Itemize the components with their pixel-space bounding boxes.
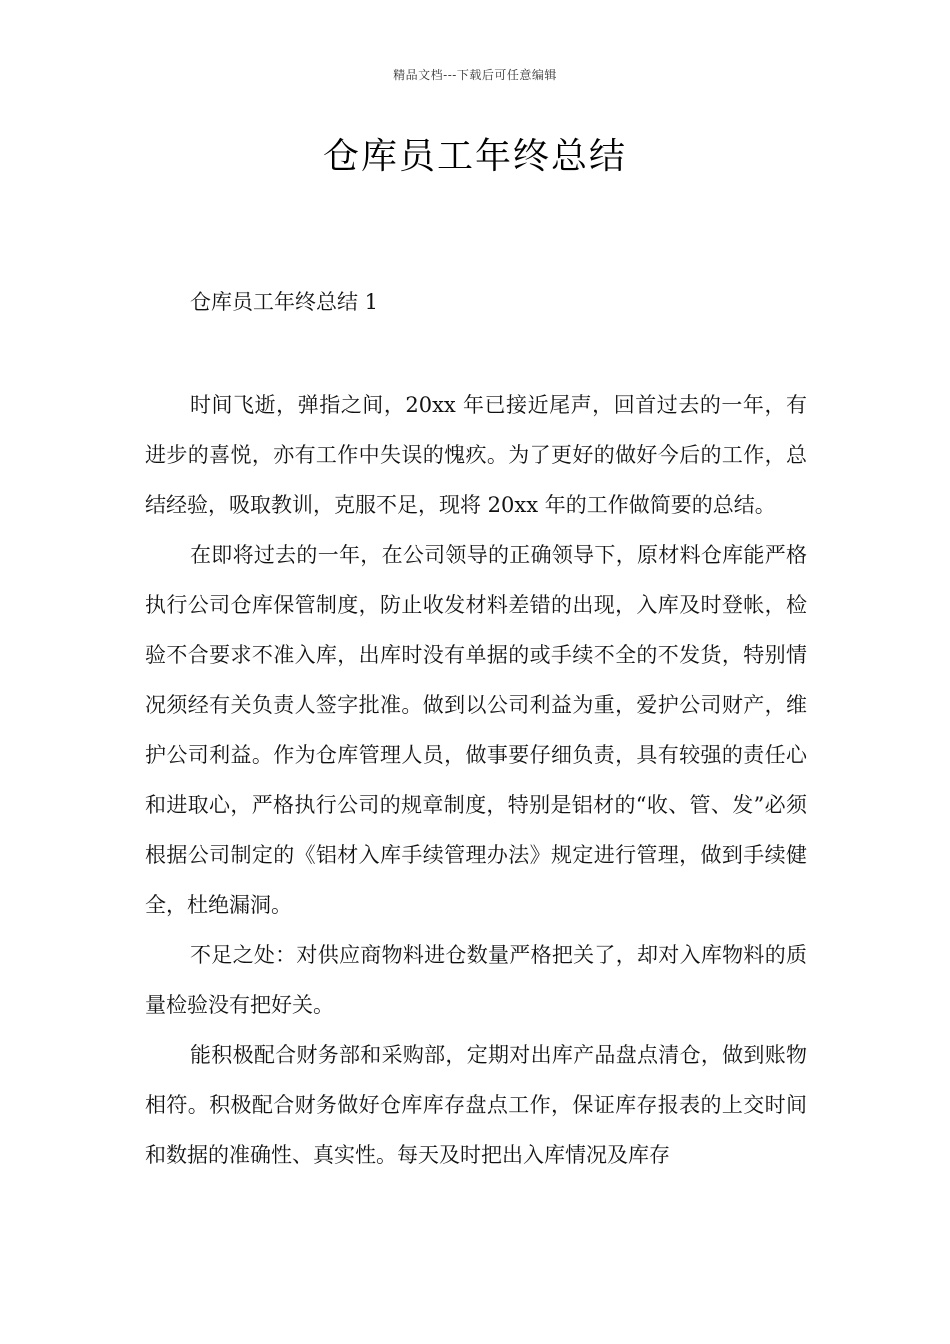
paragraph-3: 不足之处：对供应商物料进仓数量严格把关了，却对入库物料的质量检验没有把好关。 [145,943,807,1017]
paragraph-4: 能积极配合财务部和采购部，定期对出库产品盘点清仓，做到账物相符。积极配合财务做好仓库库存盘点工作，保证库存报表的上交时间和数据的准确性、真实性。每天及时把出入库情况及库存 [145,1043,807,1167]
section-heading: 仓库员工年终总结 1 [190,290,379,314]
section-spacer [145,324,807,380]
document-body [145,280,807,1180]
paragraph-2: 在即将过去的一年，在公司领导的正确领导下，原材料仓库能严格执行公司仓库保管制度，防止收发材料差错的出现，入库及时登帐，检验不合要求不准入库，出库时没有单据的或手续不全的不发货，特别情况须经有关负责人签字批准。做到以公司利益为重，爱护公司财产，维护公司利益。作为仓库管理人员，做事要仔细负责，具有较强的责任心和进取心，严格执行公司的规章制度，特别是铝材的“收、管、发”必须根据公司制定的《铝材入库手续管理办法》规定进行管理，做到手续健全，杜绝漏洞。 [145,543,807,917]
header-note: 精品文档---下载后可任意编辑 [393,68,557,82]
document-title: 仓库员工年终总结 [322,136,627,177]
paragraph-1: 时间飞逝，弹指之间，20xx 年已接近尾声，回首过去的一年，有进步的喜悦，亦有工作中失误的愧疚。为了更好的做好今后的工作，总结经验，吸取教训，克服不足，现将 20xx 年的工作做简要的总结。 [145,393,807,517]
